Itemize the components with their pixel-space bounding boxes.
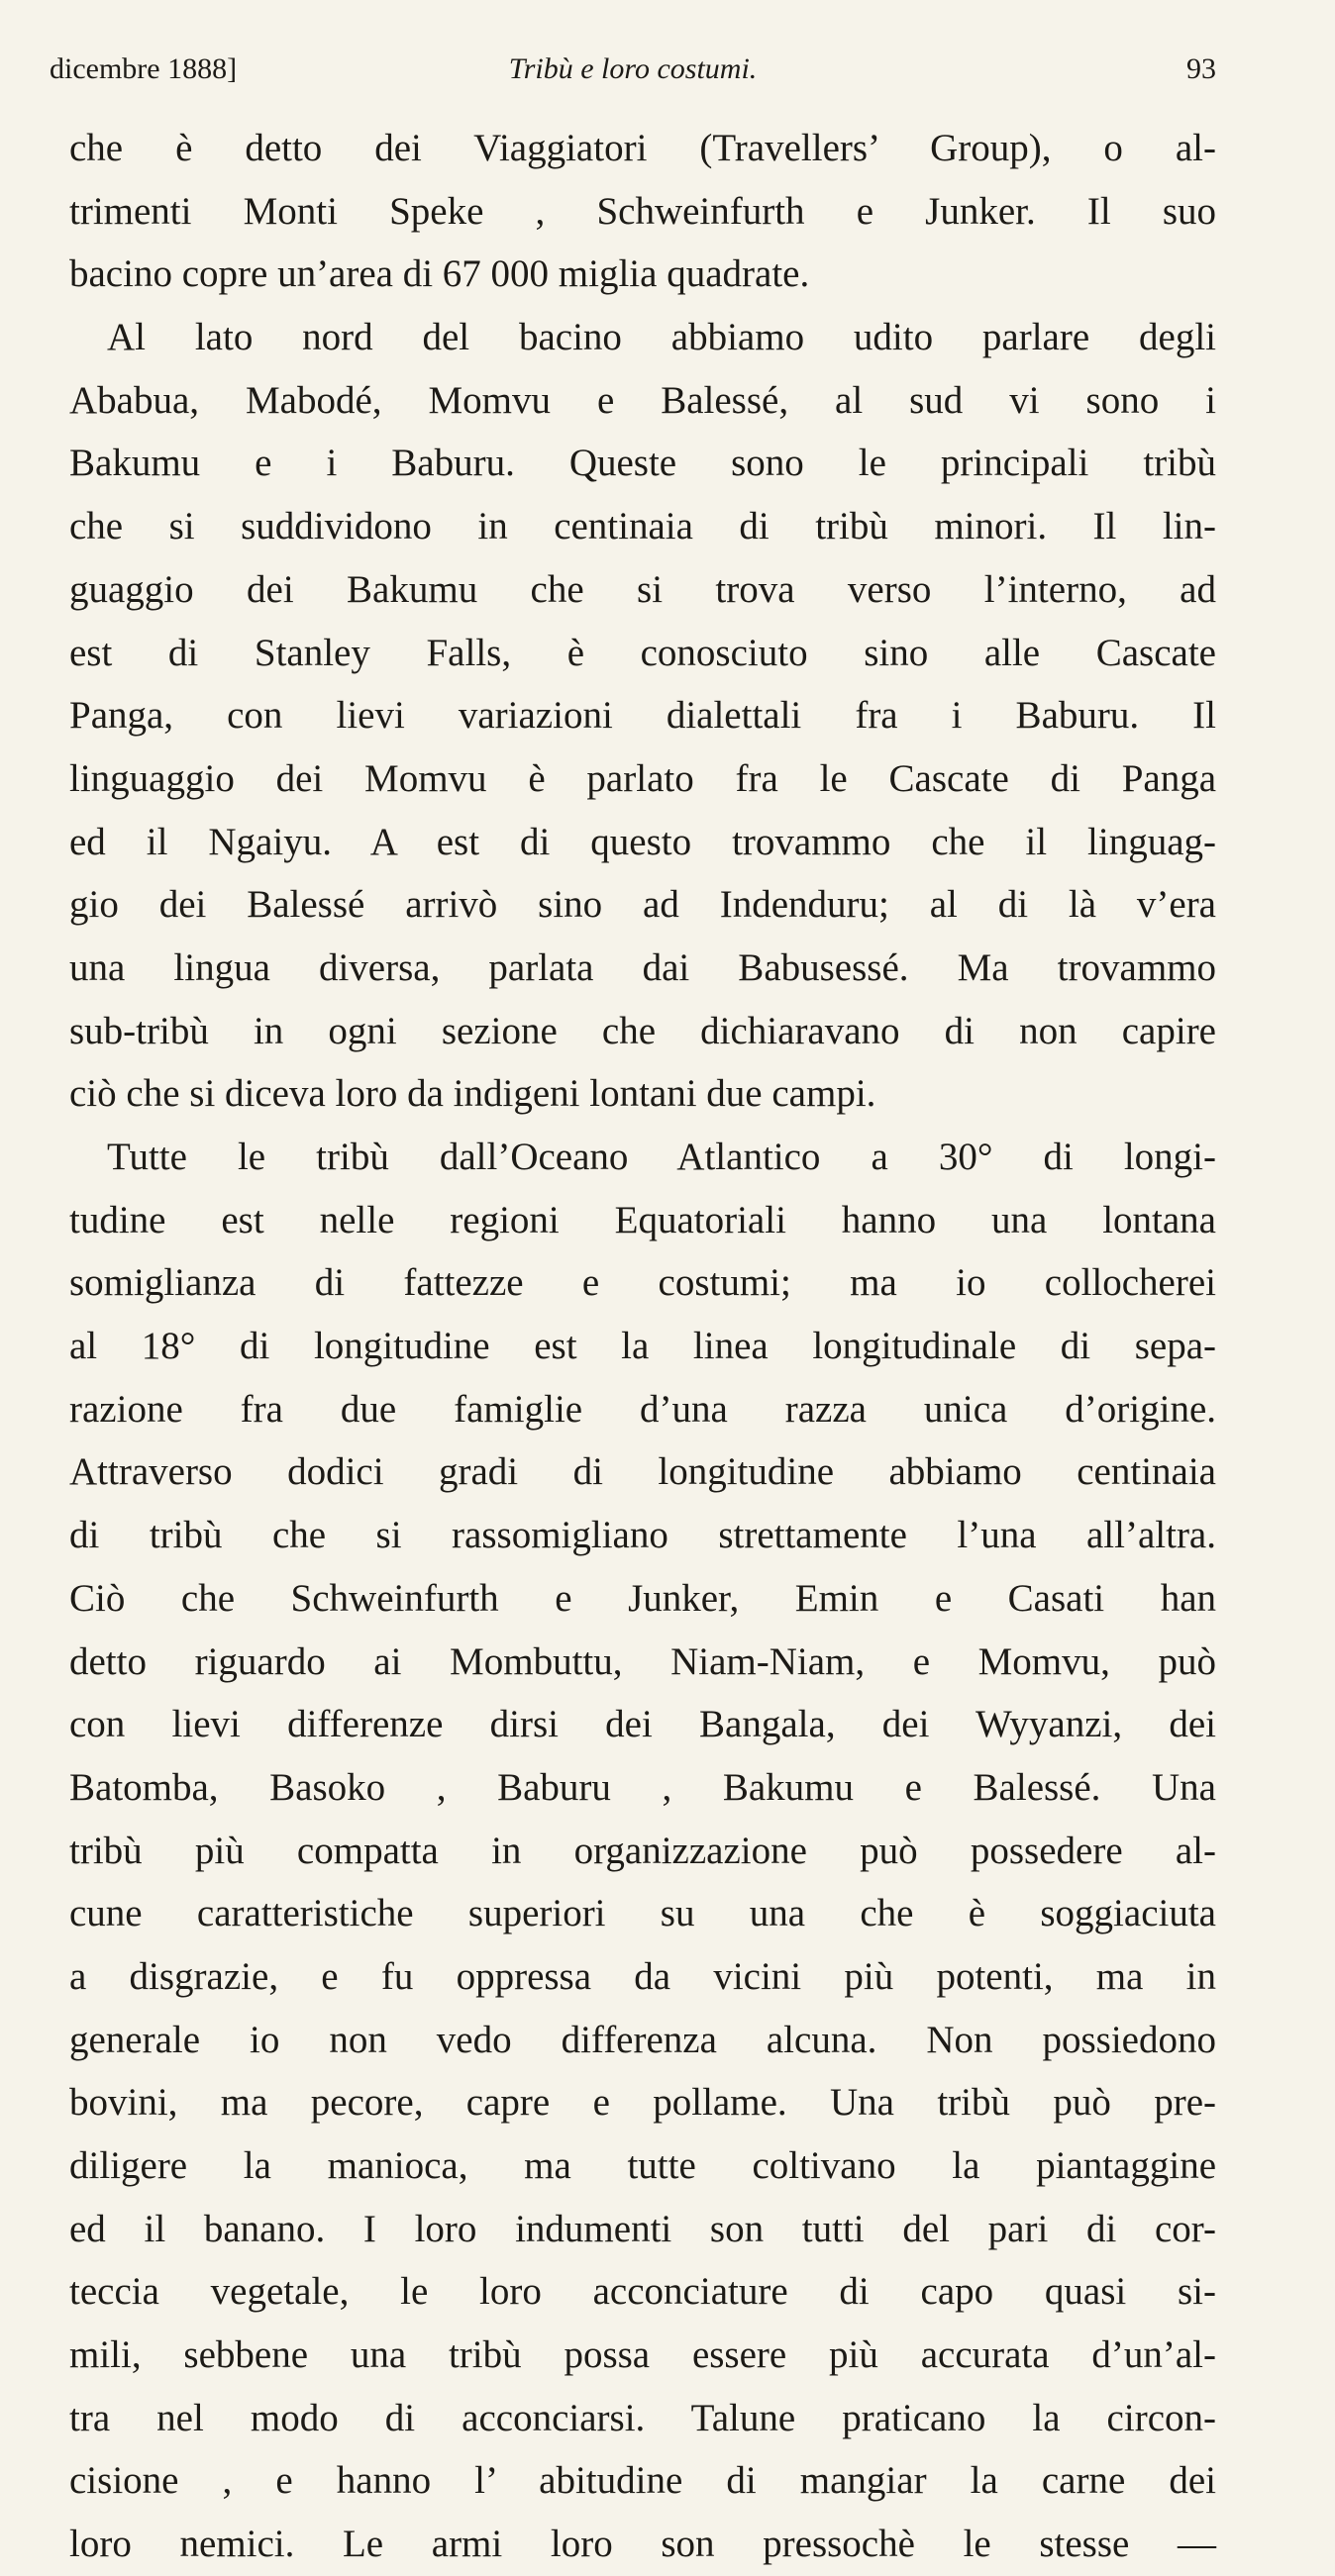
text-line: ed il Ngaiyu. A est di questo trovammo che il linguag- [69, 820, 1216, 863]
text-line: di tribù che si rassomigliano strettamente l’una all’altra. [69, 1514, 1216, 1557]
text-line: linguaggio dei Momvu è parlato fra le Cascate di Panga [69, 756, 1216, 800]
text-line: Panga, con lievi variazioni dialettali fra i Baburu. Il [69, 694, 1216, 738]
text-line: cune caratteristiche superiori su una che è soggiaciuta [69, 1892, 1216, 1935]
text-line: gio dei Balessé arrivò sino ad Indenduru; al di là v’era [69, 883, 1216, 927]
running-head [50, 48, 1216, 91]
page-number: 93 [1186, 52, 1216, 85]
text-line: che si suddividono in centinaia di tribù minori. Il lin- [69, 505, 1216, 548]
text-line: diligere la manioca, ma tutte coltivano la piantaggine [69, 2144, 1216, 2187]
text-line: bovini, ma pecore, capre e pollame. Una tribù può pre- [69, 2081, 1216, 2125]
text-line: ciò che si diceva loro da indigeni lontani due campi. [69, 1072, 876, 1116]
text-line: tribù più compatta in organizzazione può possedere al- [69, 1829, 1216, 1872]
paragraph-start-line: Tutte le tribù dall’Oceano Atlantico a 30° di longi- [107, 1136, 1216, 1178]
text-line: sub-tribù in ogni sezione che dichiaravano di non capire [69, 1009, 1216, 1052]
text-line: teccia vegetale, le loro acconciature di capo quasi si- [69, 2270, 1216, 2314]
text-line: generale io non vedo differenza alcuna. Non possiedono [69, 2018, 1216, 2061]
text-line: guaggio dei Bakumu che si trova verso l’interno, ad [69, 567, 1216, 611]
text-line: somiglianza di fattezze e costumi; ma io collocherei [69, 1261, 1216, 1305]
text-line: cisione , e hanno l’ abitudine di mangiar la carne dei [69, 2459, 1216, 2503]
body-text [69, 117, 1216, 2576]
text-line: razione fra due famiglie d’una razza unica d’origine. [69, 1387, 1216, 1431]
paragraph-start-line: Al lato nord del bacino abbiamo udito parlare degli [107, 316, 1216, 359]
text-line: tudine est nelle regioni Equatoriali hanno una lontana [69, 1198, 1216, 1241]
text-line: che è detto dei Viaggiatori (Travellers’ Group), o al- [69, 127, 1216, 169]
header-date: dicembre 1888] [50, 52, 238, 85]
text-line: trimenti Monti Speke , Schweinfurth e Junker. Il suo [69, 189, 1216, 233]
text-line: tra nel modo di acconciarsi. Talune praticano la circon- [69, 2396, 1216, 2439]
text-line: al 18° di longitudine est la linea longitudinale di sepa- [69, 1325, 1216, 1368]
text-line: detto riguardo ai Mombuttu, Niam-Niam, e Momvu, può [69, 1639, 1216, 1683]
text-line: a disgrazie, e fu oppressa da vicini più potenti, ma in [69, 1954, 1216, 1998]
text-line: ed il banano. I loro indumenti son tutti del pari di cor- [69, 2207, 1216, 2250]
text-line: loro nemici. Le armi loro son pressochè le stesse — [69, 2523, 1216, 2566]
text-line: est di Stanley Falls, è conosciuto sino alle Cascate [69, 631, 1216, 674]
text-line: Attraverso dodici gradi di longitudine abbiamo centinaia [69, 1450, 1216, 1494]
text-line: una lingua diversa, parlata dai Babusessé. Ma trovammo [69, 945, 1216, 989]
text-line: Bakumu e i Baburu. Queste sono le principali tribù [69, 442, 1216, 485]
text-line: con lievi differenze dirsi dei Bangala, dei Wyyanzi, dei [69, 1703, 1216, 1746]
text-line: bacino copre un’area di 67 000 miglia quadrate. [69, 252, 810, 296]
text-line: Ciò che Schweinfurth e Junker, Emin e Casati han [69, 1576, 1216, 1620]
text-line: Batomba, Basoko , Baburu , Bakumu e Balessé. Una [69, 1765, 1216, 1809]
text-line: Ababua, Mabodé, Momvu e Balessé, al sud vi sono i [69, 378, 1216, 422]
text-line: mili, sebbene una tribù possa essere più accurata d’un’al- [69, 2333, 1216, 2377]
header-title: Tribù e loro costumi. [508, 52, 758, 85]
